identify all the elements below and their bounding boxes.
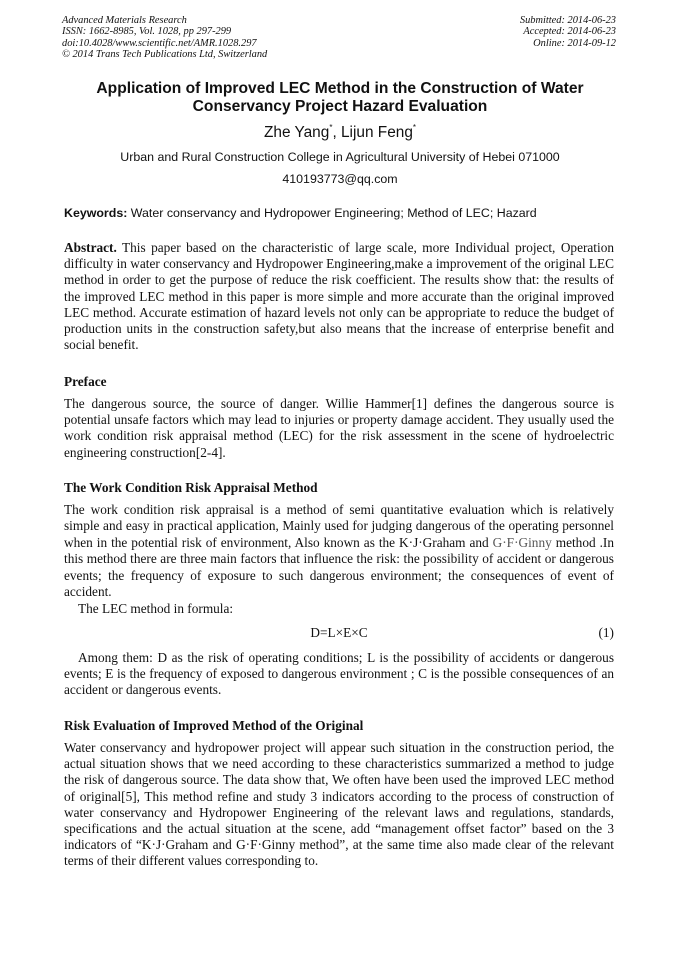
author-name: Lijun Feng: [341, 124, 413, 141]
author-email: 410193773@qq.com: [282, 172, 398, 186]
paragraph-text: method .In this method there are three main factors that influence the risk: the possibility of accident or dangerous events; the frequency of exposure to such dangerous environment; the consequences of event of accident.: [64, 534, 614, 600]
section-heading-risk-evaluation: Risk Evaluation of Improved Method of the Original: [64, 718, 364, 733]
author-name: Zhe Yang: [263, 124, 330, 141]
title-line: Application of Improved LEC Method in the Construction of Water: [96, 80, 584, 97]
affiliation: Urban and Rural Construction College in Agricultural University of Hebei 071000: [120, 150, 560, 164]
keywords: [64, 206, 537, 220]
abstract: [64, 240, 614, 353]
title-line: Conservancy Project Hazard Evaluation: [192, 98, 488, 115]
journal-name: Advanced Materials Research: [62, 15, 187, 26]
submitted-date: Submitted: 2014-06-23: [519, 15, 616, 26]
paragraph-text: The work condition risk appraisal is a method of semi quantitative evaluation which is relatively simple and easy in practical application, Mainly used for judging dangerous of the operating personnel when in the potential risk of environment, Also known as the K·J·Graham and: [64, 502, 614, 550]
submission-dates: [520, 15, 616, 49]
paragraph-text: G·F·Ginny: [492, 534, 552, 550]
equation-expression: D=L×E×C: [310, 625, 368, 640]
abstract-text: This paper based on the characteristic of large scale, more Individual project, Operation difficulty in water conservancy and Hydropower Engineering,make a improvement of the original LEC method in order to get the purpose of reduce the risk coefficient. The results show that: the results of the improved LEC method in this paper is more simple and more accurate than the original improved LEC method. Accurate estimation of hazard levels not only can be appropriate to reduce the budget of production units in the construction safety,but also means that the increase of enterprise benefit and social benefit.: [64, 240, 614, 353]
journal-info: [62, 15, 267, 61]
section-heading-preface: Preface: [64, 374, 107, 389]
risk-evaluation-paragraph: Water conservancy and hydropower project will appear such situation in the construction period, the actual situation shows that we need according to these characteristics summarized a method to judge the risk of dangerous source. The data show that, We often have been used the improved LEC method of original[5], This method refine and study 3 indicators according to the process of construction of water conservancy and Hydropower Engineering of the relevant laws and regulations, standards, specifications and the actual situation at the scene, add “management offset factor” based on the 3 indicators of “K·J·Graham and G·F·Ginny method”, at the same time also made clear of the relevant terms of their different values corresponding to.: [64, 740, 614, 869]
keywords-label: Keywords:: [64, 206, 128, 220]
author-separator: ,: [332, 124, 341, 141]
among-them-paragraph: Among them: D as the risk of operating conditions; L is the possibility of accidents or dangerous events; E is the frequency of exposed to dangerous environment ; C is the possible consequences of an accident or dangerous events.: [64, 650, 614, 698]
abstract-label: Abstract.: [64, 240, 117, 255]
paper-title: [62, 80, 618, 116]
author-mark: *: [412, 123, 416, 132]
equation-number: (1): [598, 625, 614, 640]
section-heading-work-condition: The Work Condition Risk Appraisal Method: [64, 480, 318, 495]
formula-intro: The LEC method in formula:: [78, 601, 234, 616]
doi-line: doi:10.4028/www.scientific.net/AMR.1028.297: [62, 37, 257, 49]
preface-paragraph: The dangerous source, the source of danger. Willie Hammer[1] defines the dangerous source is potential unsafe factors which may lead to injuries or property damage accident. They usually used the work condition risk appraisal method (LEC) for the risk assessment in the scene of hydroelectric engineering construction[2-4].: [64, 396, 614, 460]
keywords-text: Water conservancy and Hydropower Engineering; Method of LEC; Hazard: [127, 206, 537, 220]
authors: [62, 123, 618, 142]
copyright-line: © 2014 Trans Tech Publications Ltd, Switzerland: [62, 49, 268, 61]
author-mark: *: [329, 123, 333, 132]
accepted-date: Accepted: 2014-06-23: [523, 26, 616, 38]
online-date: Online: 2014-09-12: [533, 37, 616, 49]
issn-line: ISSN: 1662-8985, Vol. 1028, pp 297-299: [62, 26, 232, 38]
work-condition-paragraph: [64, 502, 614, 600]
